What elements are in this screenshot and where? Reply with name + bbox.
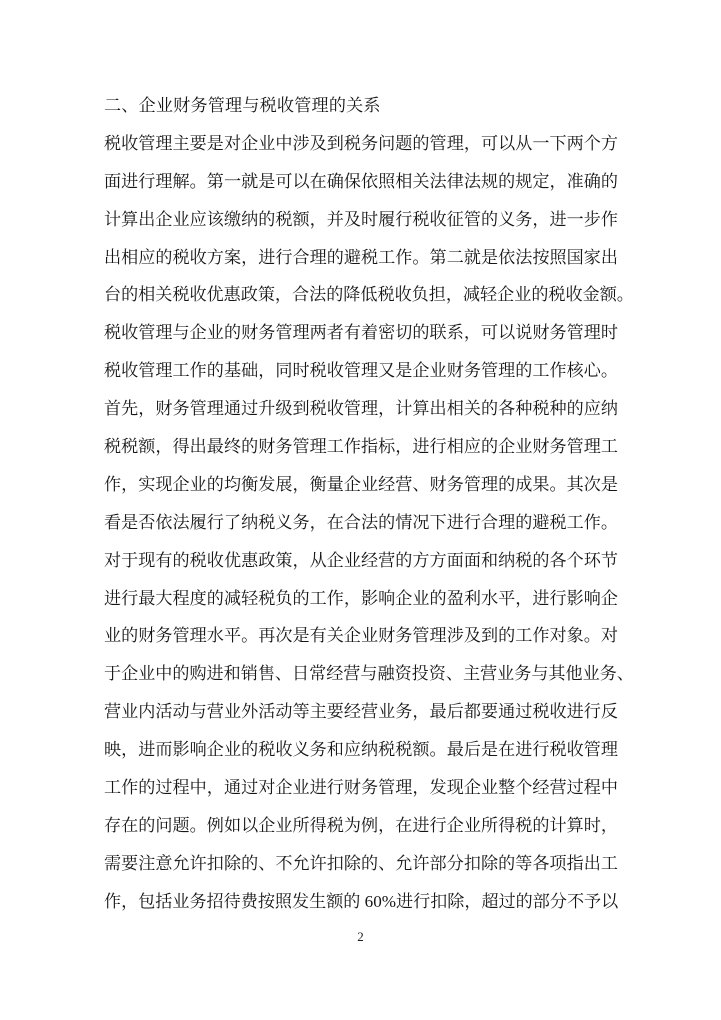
section-heading: 二、企业财务管理与税收管理的关系 — [104, 96, 381, 115]
paragraph-line: 税收管理与企业的财务管理两者有着密切的联系，可以说财务管理时 — [104, 323, 618, 343]
paragraph-line: 进行最大程度的减轻税负的工作，影响企业的盈利水平，进行影响企 — [104, 588, 618, 608]
paragraph-line: 台的相关税收优惠政策，合法的降低税收负担，减轻企业的税收金额。 — [104, 285, 634, 305]
paragraph-line: 面进行理解。第一就是可以在确保依照相关法律法规的规定，准确的 — [104, 171, 618, 191]
paragraph — [104, 125, 634, 921]
paragraph-line: 作，实现企业的均衡发展，衡量企业经营、财务管理的成果。其次是 — [104, 474, 618, 494]
document-body — [104, 87, 634, 921]
paragraph-line: 税收管理工作的基础，同时税收管理又是企业财务管理的工作核心。 — [104, 361, 618, 381]
paragraph-line: 看是否依法履行了纳税义务，在合法的情况下进行合理的避税工作。 — [104, 512, 618, 532]
page-number: 2 — [357, 929, 364, 944]
paragraph-line: 对于现有的税收优惠政策，从企业经营的方方面面和纳税的各个环节 — [104, 550, 618, 570]
paragraph-line: 需要注意允许扣除的、不允许扣除的、允许部分扣除的等各项指出工 — [104, 853, 618, 873]
paragraph-line: 税税额，得出最终的财务管理工作指标，进行相应的企业财务管理工 — [104, 437, 618, 457]
paragraph-line: 业的财务管理水平。再次是有关企业财务管理涉及到的工作对象。对 — [104, 626, 618, 646]
paragraph-line: 首先，财务管理通过升级到税收管理，计算出相关的各种税种的应纳 — [104, 399, 618, 419]
paragraph-line: 营业内活动与营业外活动等主要经营业务，最后都要通过税收进行反 — [104, 702, 618, 722]
paragraph-line: 出相应的税收方案，进行合理的避税工作。第二就是依法按照国家出 — [104, 247, 618, 267]
paragraph-line: 工作的过程中，通过对企业进行财务管理，发现企业整个经营过程中 — [104, 778, 618, 798]
paragraph-line: 存在的问题。例如以企业所得税为例，在进行企业所得税的计算时， — [104, 815, 618, 835]
paragraph-line: 作，包括业务招待费按照发生额的 60%进行扣除，超过的部分不予以 — [104, 891, 619, 911]
paragraph-line: 映，进而影响企业的税收义务和应纳税税额。最后是在进行税收管理 — [104, 740, 618, 760]
paragraph-line: 于企业中的购进和销售、日常经营与融资投资、主营业务与其他业务、 — [104, 664, 634, 684]
paragraph-line: 税收管理主要是对企业中涉及到税务问题的管理，可以从一下两个方 — [104, 133, 618, 153]
paragraph-line: 计算出企业应该缴纳的税额，并及时履行税收征管的义务，进一步作 — [104, 209, 618, 229]
